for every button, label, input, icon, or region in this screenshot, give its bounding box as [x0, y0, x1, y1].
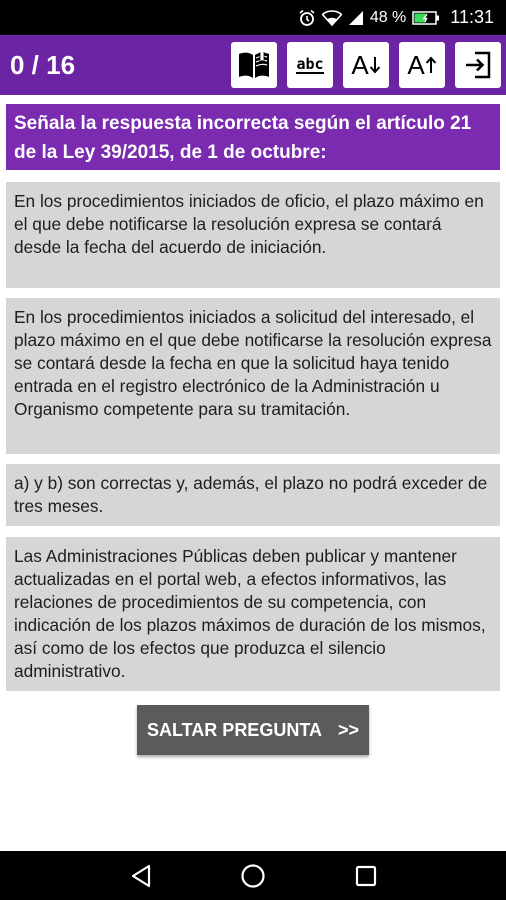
back-icon: [130, 864, 152, 888]
question-counter: 0 / 16: [10, 50, 76, 80]
status-bar: [0, 0, 506, 35]
skip-button-label: SALTAR PREGUNTA: [146, 719, 322, 740]
exit-button[interactable]: [455, 42, 501, 88]
question-text: Señala la respuesta incorrecta según el artículo 21 de la Ley 39/2015, de 1 de octubre:: [6, 104, 500, 170]
recents-icon: [355, 865, 377, 887]
answer-option[interactable]: a) y b) son correctas y, además, el plazo no podrá exceder de tres meses.: [6, 464, 500, 526]
answer-option[interactable]: En los procedimientos iniciados a solicitud del interesado, el plazo máximo en el que debe notificarse la resolución expresa se contará desde la fecha en que la solicitud haya tenido entrada en el registro electrónico de la Administración u Organismo competente para su tramitación.: [6, 298, 500, 454]
status-icons: [298, 0, 494, 35]
home-icon: [240, 863, 266, 889]
font-decrease-icon: A: [351, 52, 380, 78]
abc-icon: abc: [296, 55, 324, 73]
font-increase-icon: A: [407, 52, 436, 78]
app-bar: [0, 35, 506, 95]
battery-icon: [412, 11, 440, 25]
abc-button[interactable]: [287, 42, 333, 88]
exit-icon: [463, 50, 493, 80]
answer-option[interactable]: Las Administraciones Públicas deben publicar y mantener actualizadas en el portal web, a efectos informativos, las relaciones de procedimientos de su competencia, con indicación de los plazos máximos de duración de los mismos, así como de los efectos que produzca el silencio administrativo.: [6, 537, 500, 691]
home-button[interactable]: [223, 851, 283, 900]
wifi-icon: [322, 10, 342, 26]
battery-percent: 48 %: [369, 8, 407, 26]
book-icon: [237, 50, 271, 80]
recents-button[interactable]: [336, 851, 396, 900]
alarm-icon: [298, 9, 316, 27]
skip-arrows: >>: [337, 719, 360, 740]
back-button[interactable]: [111, 851, 171, 900]
clock: 11:31: [450, 7, 494, 27]
font-decrease-button[interactable]: [343, 42, 389, 88]
signal-icon: [348, 10, 364, 26]
answer-option[interactable]: En los procedimientos iniciados de oficio, el plazo máximo en el que debe notificarse la resolución expresa se contará desde la fecha del acuerdo de iniciación.: [6, 182, 500, 288]
font-increase-button[interactable]: [399, 42, 445, 88]
book-button[interactable]: [231, 42, 277, 88]
navigation-bar: [0, 851, 506, 900]
skip-question-button[interactable]: [137, 705, 369, 755]
